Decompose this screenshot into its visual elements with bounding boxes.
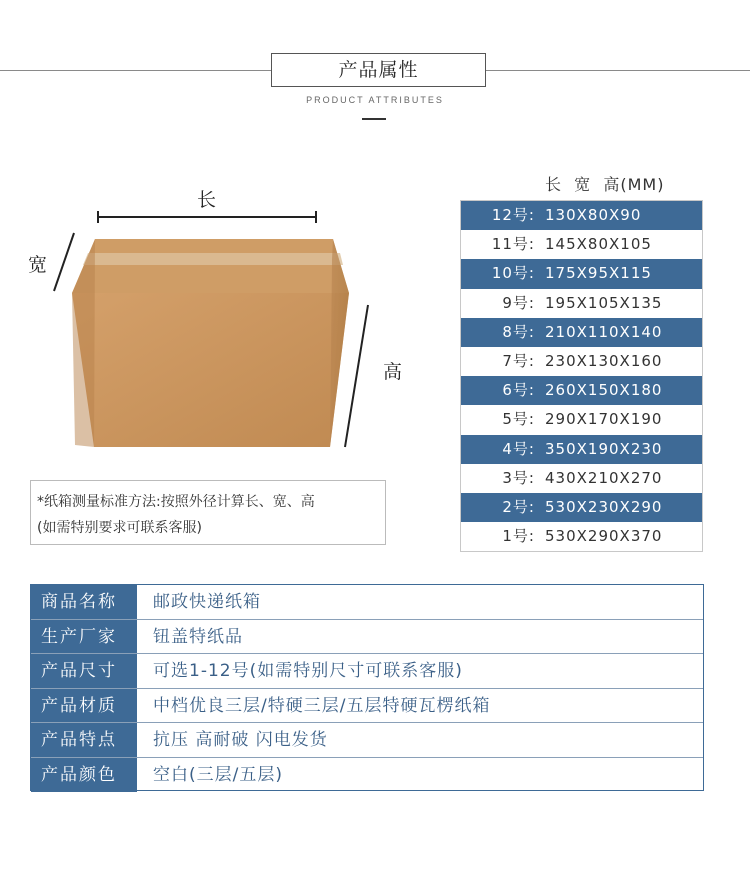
info-value: 可选1-12号(如需特别尺寸可联系客服) <box>153 661 463 681</box>
measurement-note <box>30 480 386 545</box>
size-dimensions: 195X105X135 <box>545 293 663 312</box>
size-number: 10号: <box>491 264 535 283</box>
size-number: 12号: <box>491 206 535 224</box>
width-label: 宽 <box>28 254 48 276</box>
info-row <box>31 654 703 689</box>
size-number: 4号: <box>502 439 535 458</box>
size-dimensions: 290X170X190 <box>545 410 663 429</box>
header-rule-right <box>486 70 750 71</box>
box-diagram <box>20 175 403 465</box>
size-row <box>461 376 702 405</box>
size-number: 5号: <box>502 410 535 429</box>
info-value: 中档优良三层/特硬三层/五层特硬瓦楞纸箱 <box>153 695 491 716</box>
info-row <box>31 689 703 724</box>
size-row <box>461 347 702 376</box>
info-value: 空白(三层/五层) <box>153 764 283 785</box>
size-dimensions: 260X150X180 <box>545 381 663 400</box>
size-row <box>461 464 702 493</box>
size-row <box>461 435 702 464</box>
size-number: 1号: <box>502 527 535 546</box>
info-label: 产品特点 <box>31 723 137 757</box>
size-dimensions: 175X95X115 <box>545 264 652 283</box>
size-number: 6号: <box>502 381 535 400</box>
size-dimensions: 130X80X90 <box>545 206 642 224</box>
size-row <box>461 522 702 551</box>
info-row <box>31 723 703 758</box>
section-title: 产品属性 <box>271 53 486 87</box>
size-dimensions: 210X110X140 <box>545 322 663 341</box>
info-row <box>31 758 703 793</box>
header-rule-left <box>0 70 271 71</box>
info-label: 商品名称 <box>31 585 137 619</box>
cardboard-box-image <box>20 175 390 465</box>
size-row <box>461 201 702 230</box>
size-row <box>461 405 702 434</box>
size-number: 7号: <box>502 351 535 370</box>
length-label: 长 <box>197 189 217 211</box>
size-table-header: 长 宽 高(MM) <box>545 175 665 194</box>
size-row <box>461 289 702 318</box>
product-info-table <box>30 584 704 791</box>
size-row <box>461 318 702 347</box>
title-underline <box>362 118 386 120</box>
info-row <box>31 585 703 620</box>
size-row <box>461 493 702 522</box>
size-number: 8号: <box>502 322 535 341</box>
size-dimensions: 430X210X270 <box>545 468 663 487</box>
section-subtitle: PRODUCT ATTRIBUTES <box>306 95 444 105</box>
info-value: 钮盖特纸品 <box>153 626 243 647</box>
size-dimensions: 530X290X370 <box>545 527 663 546</box>
size-dimensions: 145X80X105 <box>545 235 652 254</box>
info-label: 产品材质 <box>31 689 137 723</box>
info-row <box>31 620 703 655</box>
info-label: 产品尺寸 <box>31 654 137 688</box>
size-number: 9号: <box>502 293 535 312</box>
size-dimensions: 530X230X290 <box>545 497 663 516</box>
size-row <box>461 230 702 259</box>
size-number: 3号: <box>502 468 535 487</box>
info-label: 生产厂家 <box>31 620 137 654</box>
note-line-1: *纸箱测量标准方法:按照外径计算长、宽、高 <box>37 494 315 510</box>
info-value: 抗压 高耐破 闪电发货 <box>153 730 328 750</box>
size-row <box>461 259 702 288</box>
size-number: 11号: <box>491 235 535 254</box>
note-line-2: (如需特别要求可联系客服) <box>37 520 202 536</box>
height-label: 高 <box>383 361 403 383</box>
info-label: 产品颜色 <box>31 758 137 793</box>
size-dimensions: 230X130X160 <box>545 351 663 370</box>
size-number: 2号: <box>502 497 535 516</box>
info-value: 邮政快递纸箱 <box>153 592 261 612</box>
size-dimensions: 350X190X230 <box>545 439 663 458</box>
size-table <box>460 200 703 552</box>
